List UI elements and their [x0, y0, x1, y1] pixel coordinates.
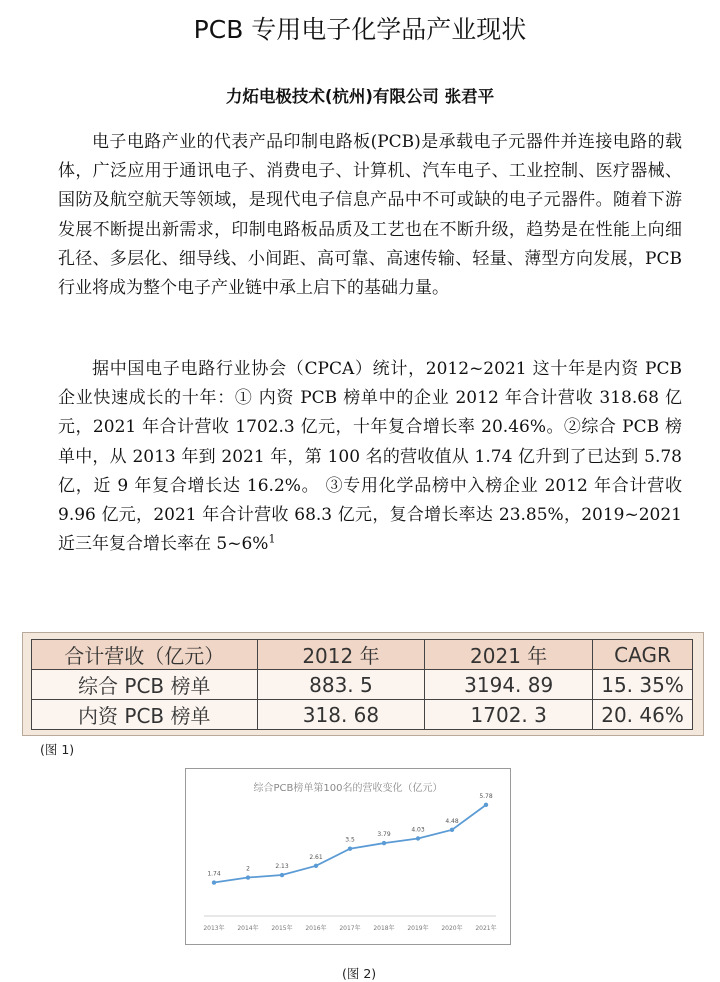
data-point: [246, 875, 250, 879]
data-point: [416, 836, 420, 840]
document-title: PCB 专用电子化学品产业现状: [193, 15, 527, 44]
x-tick-label: 2015年: [271, 925, 293, 932]
data-point: [280, 873, 284, 877]
table-cell: 20. 46%: [593, 700, 693, 730]
table-header-cell: CAGR: [593, 640, 693, 670]
data-label: 5.78: [479, 792, 493, 800]
x-tick-label: 2016年: [305, 925, 327, 932]
x-tick-label: 2017年: [339, 925, 361, 932]
line-chart: [186, 769, 510, 944]
paragraph-2: [58, 355, 682, 559]
paragraph-2-text: 据中国电子电路行业协会（CPCA）统计，2012~2021 这十年是内资 PCB 企业快速成长的十年：① 内资 PCB 榜单中的企业 2012 年合计营收 318.68 亿元，2021 年合计营收 1702.3 亿元，十年复合增长率 20.46%。②综合 PCB 榜单中，从 2013 年到 2021 年，第 100 名的营收值从 1.74 亿升到了已达到 5.78 亿，近 9 年复合增长达 16.2%。 ③专用化学品榜中入榜企业 2012 年合计营收 9.96 亿元，2021 年合计营收 68.3 亿元，复合增长率达 23.85%，2019~2021 近三年复合增长率在 5~6%: [58, 359, 682, 555]
x-tick-label: 2018年: [373, 925, 395, 932]
data-label: 3.5: [345, 836, 355, 844]
data-label: 2.13: [275, 863, 289, 871]
figure-1-caption: (图 1): [40, 742, 75, 757]
data-label: 4.48: [445, 817, 459, 825]
table-cell: 1702. 3: [425, 700, 593, 730]
data-label: 2.61: [309, 853, 323, 861]
x-tick-label: 2014年: [237, 925, 259, 932]
footnote-marker: 1: [268, 532, 276, 546]
table-row: [32, 700, 693, 730]
x-tick-label: 2013年: [203, 925, 225, 932]
data-label: 3.79: [377, 831, 391, 839]
x-tick-label: 2019年: [407, 925, 429, 932]
data-point: [450, 828, 454, 832]
paragraph-1-text: 电子电路产业的代表产品印制电路板(PCB)是承载电子元器件并连接电路的载体，广泛应用于通讯电子、消费电子、计算机、汽车电子、工业控制、医疗器械、国防及航空航天等领域，是现代电子信息产品中不可或缺的电子元器件。随着下游发展不断提出新需求，印制电路板品质及工艺也在不断升级，趋势是在性能上向细孔径、多层化、细导线、小间距、高可靠、高速传输、轻量、薄型方向发展，PCB 行业将成为整个电子产业链中承上启下的基础力量。: [58, 132, 682, 299]
table-cell: 内资 PCB 榜单: [32, 700, 258, 730]
x-tick-label: 2020年: [441, 925, 463, 932]
line-chart-figure: [185, 768, 511, 945]
data-label: 2: [246, 865, 250, 873]
paragraph-1: [58, 128, 682, 303]
table-cell: 15. 35%: [593, 670, 693, 700]
table-header-cell: 合计营收（亿元）: [32, 640, 258, 670]
revenue-table: [31, 639, 693, 730]
data-point: [212, 880, 216, 884]
data-point: [484, 803, 488, 807]
revenue-table-figure: [22, 632, 704, 736]
table-row: [32, 670, 693, 700]
data-point: [348, 846, 352, 850]
chart-title: 综合PCB榜单第100名的营收变化（亿元）: [253, 783, 443, 794]
table-cell: 3194. 89: [425, 670, 593, 700]
data-label: 1.74: [207, 870, 221, 878]
table-header-cell: 2021 年: [425, 640, 593, 670]
x-tick-label: 2021年: [475, 925, 497, 932]
data-label: 4.03: [411, 826, 425, 834]
table-header-row: [32, 640, 693, 670]
author-line: 力炻电极技术(杭州)有限公司 张君平: [225, 87, 495, 106]
figure-2-caption: (图 2): [342, 966, 377, 981]
table-header-cell: 2012 年: [257, 640, 425, 670]
table-cell: 综合 PCB 榜单: [32, 670, 258, 700]
table-cell: 318. 68: [257, 700, 425, 730]
table-cell: 883. 5: [257, 670, 425, 700]
data-point: [314, 864, 318, 868]
data-point: [382, 841, 386, 845]
